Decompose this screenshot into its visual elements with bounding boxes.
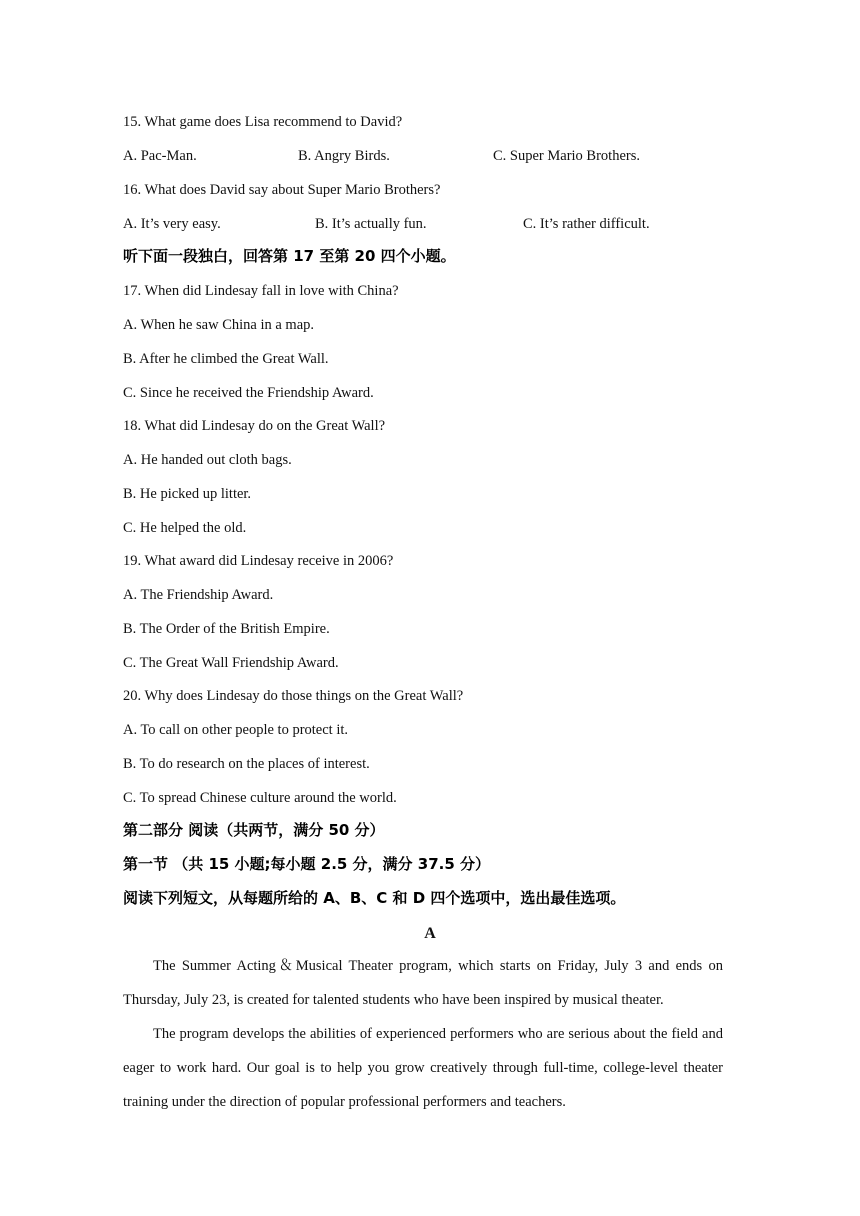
passage-a-title: A (424, 925, 436, 942)
part-2-heading: 第二部分 阅读（共两节，满分 50 分） (123, 821, 385, 839)
question-17-stem: 17. When did Lindesay fall in love with China? (123, 283, 399, 299)
question-18-stem: 18. What did Lindesay do on the Great Wall? (123, 418, 386, 434)
question-17-option-c: C. Since he received the Friendship Award. (123, 385, 374, 401)
question-17-option-b: B. After he climbed the Great Wall. (123, 351, 329, 367)
question-15-option-b: B. Angry Birds. (298, 148, 390, 164)
passage-a-paragraph-1 (123, 949, 723, 1017)
question-18-option-b: B. He picked up litter. (123, 486, 252, 502)
question-19-option-a: A. The Friendship Award. (123, 587, 274, 603)
question-15-option-a: A. Pac-Man. (123, 148, 197, 164)
question-17-option-a: A. When he saw China in a map. (123, 317, 315, 333)
question-18-option-a: A. He handed out cloth bags. (123, 452, 292, 468)
passage-a-paragraph-2 (123, 1017, 723, 1119)
question-15-stem: 15. What game does Lisa recommend to David? (123, 114, 403, 130)
question-16-stem: 16. What does David say about Super Mario Brothers? (123, 182, 441, 198)
question-18-option-c: C. He helped the old. (123, 520, 247, 536)
reading-instructions: 阅读下列短文，从每题所给的 A、B、C 和 D 四个选项中，选出最佳选项。 (123, 889, 626, 907)
question-16-option-b: B. It’s actually fun. (315, 216, 427, 232)
question-19-option-c: C. The Great Wall Friendship Award. (123, 655, 339, 671)
question-20-stem: 20. Why does Lindesay do those things on the Great Wall? (123, 688, 464, 704)
question-16-option-c: C. It’s rather difficult. (523, 216, 650, 232)
question-19-stem: 19. What award did Lindesay receive in 2006? (123, 553, 394, 569)
question-20-option-b: B. To do research on the places of interest. (123, 756, 370, 772)
passage-a-paragraph-1-text: The Summer Acting＆Musical Theater program, which starts on Friday, July 3 and ends on Thursday, July 23, is created for talented students who have been inspired by musical theater. (123, 958, 723, 1008)
section-1-heading: 第一节 （共 15 小题;每小题 2.5 分，满分 37.5 分） (123, 855, 491, 873)
question-20-option-c: C. To spread Chinese culture around the world. (123, 790, 397, 806)
question-20-option-a: A. To call on other people to protect it. (123, 722, 349, 738)
question-16-option-a: A. It’s very easy. (123, 216, 221, 232)
question-15-option-c: C. Super Mario Brothers. (493, 148, 640, 164)
question-19-option-b: B. The Order of the British Empire. (123, 621, 330, 637)
passage-a-paragraph-2-text: The program develops the abilities of experienced performers who are serious about the field and eager to work hard. Our goal is to help you grow creatively through full-time, college-level theater training under the direction of popular professional performers and teachers. (123, 1026, 723, 1110)
section-monologue-heading: 听下面一段独白，回答第 17 至第 20 四个小题。 (123, 247, 456, 265)
